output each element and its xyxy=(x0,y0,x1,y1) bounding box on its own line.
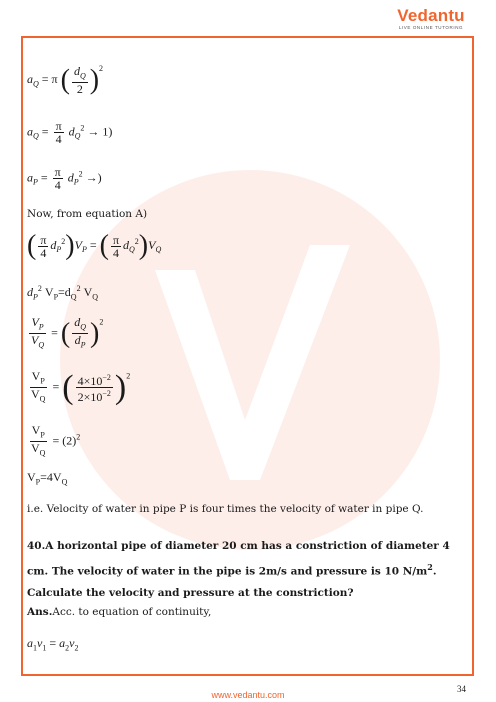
answer-text: Acc. to equation of continuity, xyxy=(52,606,212,618)
question-40-tail: . Calculate the velocity and pressure at the constriction? xyxy=(27,565,437,599)
eq-velocity-simplified: $\frac{V_P}{V_Q}$ = $(2)^2$ xyxy=(31,423,81,458)
page-number: 34 xyxy=(457,684,466,694)
eq-area-q-1: $a_Q$ = $\frac{\pi}{4}$ $d_Q^2 \to 1$) xyxy=(27,119,113,146)
question-40-main: 40.A horizontal pipe of diameter 20 cm has a constriction of diameter 4 cm. The velocity of water in the pipe is 2m/s and pressure is 10 N/m xyxy=(27,540,450,578)
logo-tagline: LIVE ONLINE TUTORING xyxy=(398,25,464,30)
answer-label: Ans. xyxy=(27,606,53,618)
eq-velocity-numeric: $\frac{V_P}{V_Q}$ = ( $\frac{4\times 10^{-2}}{2\times 10^{-2}}$ )$^2$ xyxy=(31,368,131,406)
vedantu-logo xyxy=(386,6,476,30)
conclusion-text: i.e. Velocity of water in pipe P is four times the velocity of water in pipe Q. xyxy=(27,503,424,515)
eq-velocity-final: $V_P=4V_Q$ xyxy=(27,470,68,487)
footer-url[interactable]: www.vedantu.com xyxy=(211,690,285,700)
eq-area-p: $a_P$ = $\frac{\pi}{4}$ $d_P^2$ →) xyxy=(27,165,102,192)
question-40-superscript: 2 xyxy=(427,562,433,572)
eq-diameter-velocity: $d_P^2$ $V_P=d_Q^2$ $V_Q$ xyxy=(27,284,99,302)
answer-line xyxy=(27,606,211,618)
eq-area-q-definition: $a_Q = \pi$ ( $\frac{d_Q}{2}$ )$^2$ xyxy=(27,64,104,97)
eq-flow-continuity: ( $\frac{\pi}{4}$ $d_P^2)V_P$ = ( $\frac{\pi}{4}$ $d_Q^2)V_Q$ xyxy=(27,230,162,261)
logo-wordmark: Vedantu xyxy=(397,6,465,25)
eq-continuity: $a_1v_1 = a_2v_2$ xyxy=(27,636,79,653)
eq-velocity-ratio: $\frac{V_P}{V_Q}$ = ( $\frac{d_Q}{d_P}$ )$^2$ xyxy=(31,315,104,350)
question-40 xyxy=(27,536,472,604)
now-from-equation-text: Now, from equation A) xyxy=(27,208,148,220)
